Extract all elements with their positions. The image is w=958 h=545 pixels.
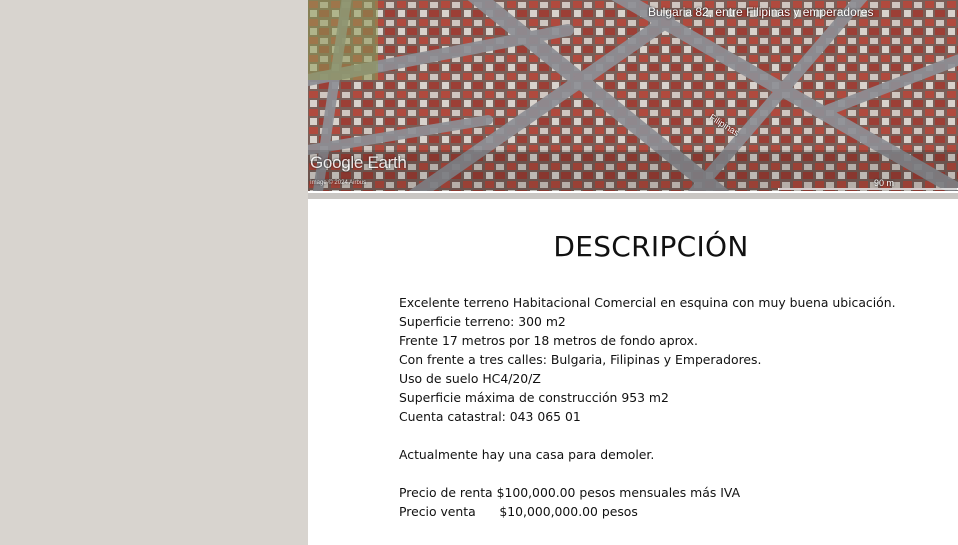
image-credit: Image © 2024 Airbus: [310, 180, 367, 186]
description-heading: DESCRIPCIÓN: [553, 230, 749, 263]
description-line: Con frente a tres calles: Bulgaria, Filipinas y Emperadores.: [399, 352, 762, 367]
description-body: [399, 293, 954, 521]
description-line: Frente 17 metros por 18 metros de fondo aprox.: [399, 333, 698, 348]
description-line: Excelente terreno Habitacional Comercial en esquina con muy buena ubicación.: [399, 295, 896, 310]
address-label: Bulgaria 82, entre Filipinas y emperadores: [648, 5, 874, 19]
blank-line: [399, 464, 954, 483]
left-margin-area: [0, 0, 308, 545]
description-line: Cuenta catastral: 043 065 01: [399, 409, 581, 424]
description-line: Superficie máxima de construcción 953 m2: [399, 390, 669, 405]
rent-price-line: Precio de renta $100,000.00 pesos mensuales más IVA: [399, 485, 741, 500]
description-line: Superficie terreno: 300 m2: [399, 314, 566, 329]
google-earth-logo: Google Earth: [310, 153, 407, 172]
aerial-satellite-image: [308, 0, 958, 191]
sale-price-line: Precio venta $10,000,000.00 pesos: [399, 504, 638, 519]
scale-bar: [778, 188, 958, 190]
street-label: Filipinas: [707, 112, 741, 138]
description-line: Actualmente hay una casa para demoler.: [399, 447, 655, 462]
scale-label: 90 m: [874, 178, 895, 188]
blank-line: [399, 426, 954, 445]
page-break: [308, 193, 958, 199]
description-line: Uso de suelo HC4/20/Z: [399, 371, 541, 386]
document-page: [308, 0, 958, 545]
